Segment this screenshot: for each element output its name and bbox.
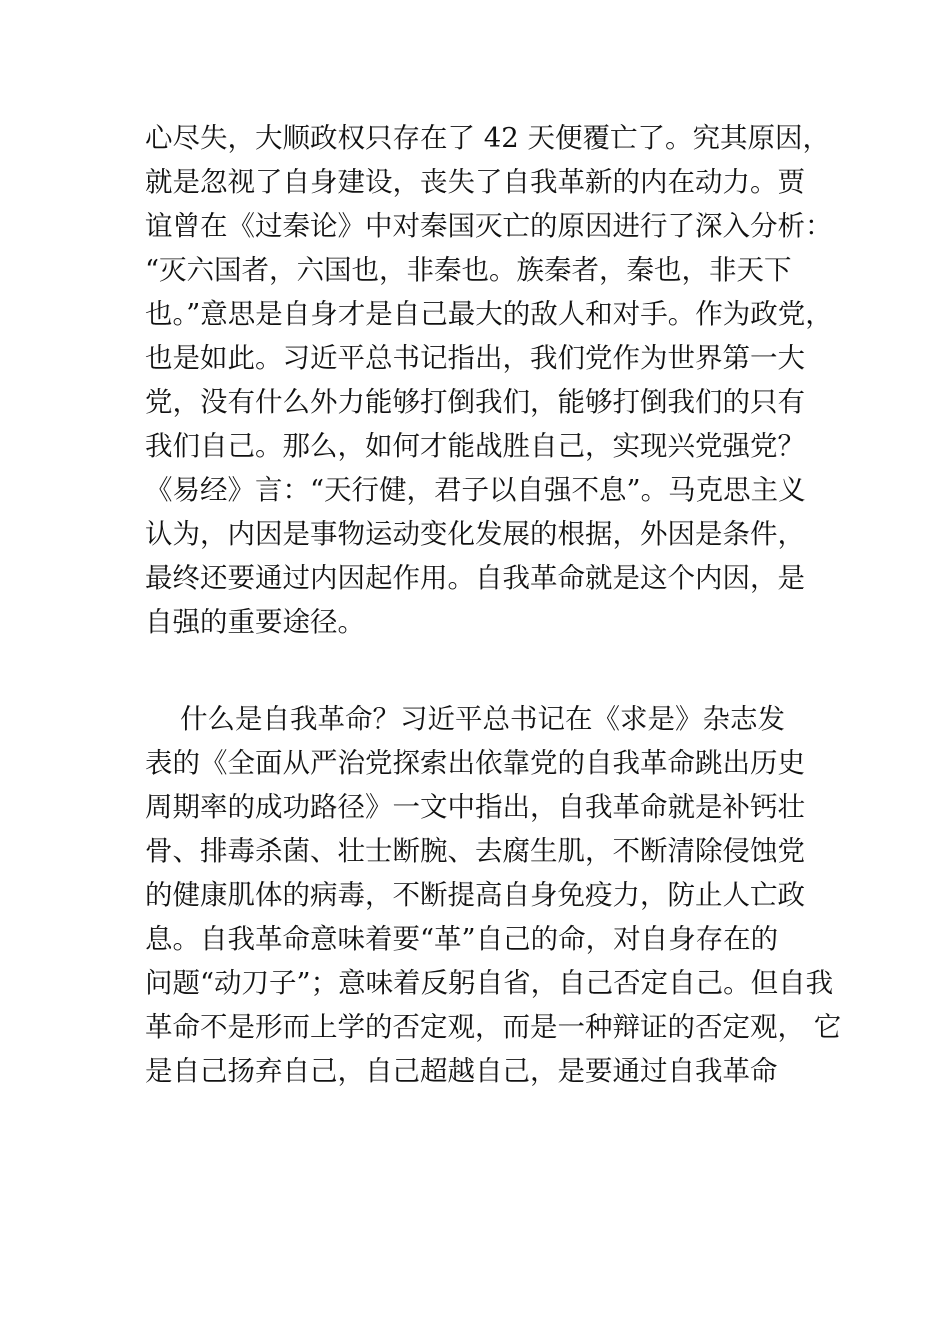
text-line: 自强的重要途径。	[145, 606, 365, 638]
text-line: 是自己扬弃自己，自己超越自己，是要通过自我革命	[145, 1055, 778, 1087]
text-line: “灭六国者，六国也，非秦也。族秦者，秦也，非天下	[145, 254, 792, 286]
text-line: 革命不是形而上学的否定观，而是一种辩证的否定观， 它	[145, 1011, 842, 1043]
text-line: 最终还要通过内因起作用。自我革命就是这个内因，是	[145, 562, 805, 594]
text-line: 什么是自我革命？习近平总书记在《求是》杂志发	[145, 703, 785, 735]
text-line: 认为，内因是事物运动变化发展的根据，外因是条件，	[145, 518, 805, 550]
text-line: 周期率的成功路径》一文中指出，自我革命就是补钙壮	[145, 791, 805, 823]
text-line: 骨、排毒杀菌、壮士断腕、去腐生肌，不断清除侵蚀党	[145, 835, 805, 867]
paragraph-1	[145, 116, 833, 644]
text-line: 也。”意思是自身才是自己最大的敌人和对手。作为政党，	[145, 298, 833, 330]
paragraph-2	[145, 697, 842, 1093]
text-line: 也是如此。习近平总书记指出，我们党作为世界第一大	[145, 342, 805, 374]
text-line: 息。自我革命意味着要“革”自己的命，对自身存在的	[145, 923, 779, 955]
text-line: 谊曾在《过秦论》中对秦国灭亡的原因进行了深入分析：	[145, 210, 833, 242]
text-line: 心尽失，大顺政权只存在了 42 天便覆亡了。究其原因，	[145, 122, 830, 154]
text-line: 的健康肌体的病毒，不断提高自身免疫力，防止人亡政	[145, 879, 805, 911]
text-line: 就是忽视了自身建设，丧失了自我革新的内在动力。贾	[145, 166, 805, 198]
text-line: 我们自己。那么，如何才能战胜自己，实现兴党强党？	[145, 430, 805, 462]
text-line: 《易经》言：“天行健，君子以自强不息”。马克思主义	[145, 474, 806, 506]
text-line: 党，没有什么外力能够打倒我们，能够打倒我们的只有	[145, 386, 805, 418]
text-line: 表的《全面从严治党探索出依靠党的自我革命跳出历史	[145, 747, 805, 779]
text-line: 问题“动刀子”；意味着反躬自省，自己否定自己。但自我	[145, 967, 834, 999]
